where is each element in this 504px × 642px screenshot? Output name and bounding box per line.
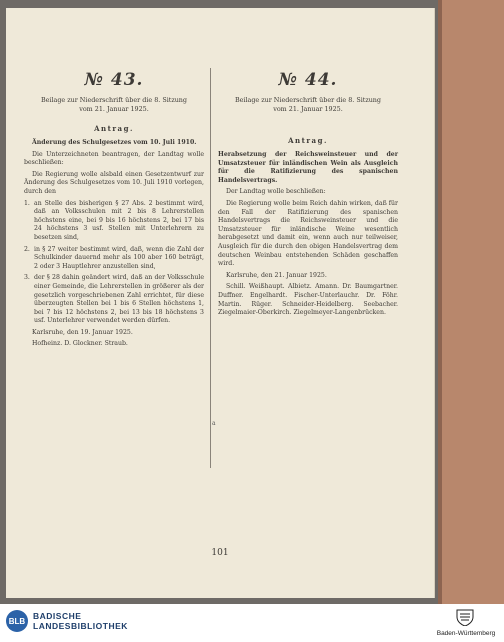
document-number: № 44.	[278, 70, 338, 90]
page-number: 101	[211, 548, 229, 558]
list-item-number: 2.	[24, 245, 30, 253]
intro-line: Die Unterzeichneten beantragen, der Landtag wolle beschließen:	[24, 150, 204, 167]
state-crest-icon	[454, 608, 476, 626]
cover-shade	[438, 0, 442, 604]
blb-logo-icon[interactable]: BLB	[6, 610, 28, 632]
subtitle-line: Beilage zur Niederschrift über die 8. Sitzung	[234, 96, 382, 104]
library-name-line: LANDESBIBLIOTHEK	[33, 621, 128, 631]
list-item	[24, 246, 204, 272]
signers-line: Schill. Weißhaupt. Albietz. Amann. Dr. Baumgartner. Duffner. Engelhardt. Fischer-Unterlauchr. Dr. Föhr. Martin. Rüger. Schneider-Heidelberg. Seebacher. Ziegelmaier-Oberkirch. Ziegelmeyer-Langenbrücken.	[218, 283, 398, 317]
topic-line: Herabsetzung der Reichsweinsteuer und der Umsatzsteuer für inländischen Wein als Ausgleich für die Ratifizierung des spanischen Handelsvertrags.	[218, 151, 398, 184]
document-subtitle	[24, 96, 204, 114]
library-name-line: BADISCHE	[33, 611, 82, 621]
subtitle-line: vom 21. Januar 1925.	[273, 105, 343, 113]
margin-mark: a	[212, 420, 216, 427]
intro-line: Der Landtag wolle beschließen:	[226, 188, 326, 196]
document-subtitle	[218, 96, 398, 114]
document-number: № 43.	[84, 70, 144, 90]
list-item	[24, 274, 204, 326]
list-item-number: 3.	[24, 274, 30, 282]
column-divider	[210, 68, 211, 468]
section-heading: Antrag.	[288, 136, 328, 145]
subtitle-line: Beilage zur Niederschrift über die 8. Sitzung	[40, 96, 188, 104]
list-item-text: an Stelle des bisherigen § 27 Abs. 2 bestimmt wird, daß an Volksschulen mit 2 bis 8 Lehrerstellen höchstens eine, bei 9 bis 16 höchstens 2, bei 17 bis 24 höchstens 3 usf. Stellen mit Unterlehrern zu besetzen sind,	[34, 199, 204, 241]
date-line: Karlsruhe, den 21. Januar 1925.	[226, 271, 327, 279]
request-paragraph: Die Regierung wolle beim Reich dahin wirken, daß für den Fall der Ratifizierung des spanischen Handelsvertrags die Reichsweinsteuer und die Umsatzsteuer für inländische Weine wesentlich herabgesetzt und damit ein, wenn auch nur teilweiser, Ausgleich für die durch den obigen Handelsvertrag dem deutschen Weinbau entstehenden Schäden geschaffen wird.	[218, 199, 398, 268]
section-heading: Antrag.	[94, 124, 134, 133]
date-line: Karlsruhe, den 19. Januar 1925.	[32, 328, 133, 336]
request-paragraph: Die Regierung wolle alsbald einen Gesetzentwurf zur Änderung des Schulgesetzes vom 10. Juli 1910 vorlegen, durch den	[24, 170, 204, 195]
signers-line: Hofheinz. D. Glockner. Straub.	[32, 340, 128, 348]
right-column	[218, 70, 398, 321]
list-item-text: der § 28 dahin geändert wird, daß an der Volksschule einer Gemeinde, die Lehrerstellen in größerer als der gesetzlich vorgeschriebenen Zahl errichtet, für diese überzeugten Stellen bei 1 bis 6 Stellen höchstens 1, bei 7 bis 12 höchstens 2, bei 13 bis 18 höchstens 3 usf. Unterlehrer verwendet werden dürfen.	[34, 274, 204, 325]
topic-line: Änderung des Schulgesetzes vom 10. Juli 1910.	[32, 139, 197, 146]
library-name	[33, 611, 128, 631]
left-column	[24, 70, 204, 352]
document-page	[6, 8, 434, 598]
list-item-number: 1.	[24, 199, 30, 207]
book-cover-edge	[438, 0, 504, 604]
list-item	[24, 200, 204, 243]
list-item-text: in § 27 weiter bestimmt wird, daß, wenn die Zahl der Schulkinder dauernd mehr als 100 aber 160 beträgt, 2 oder 3 Hauptlehrer anzustellen sind,	[34, 245, 204, 270]
state-name: Baden-Württemberg	[436, 630, 496, 637]
subtitle-line: vom 21. Januar 1925.	[79, 105, 149, 113]
